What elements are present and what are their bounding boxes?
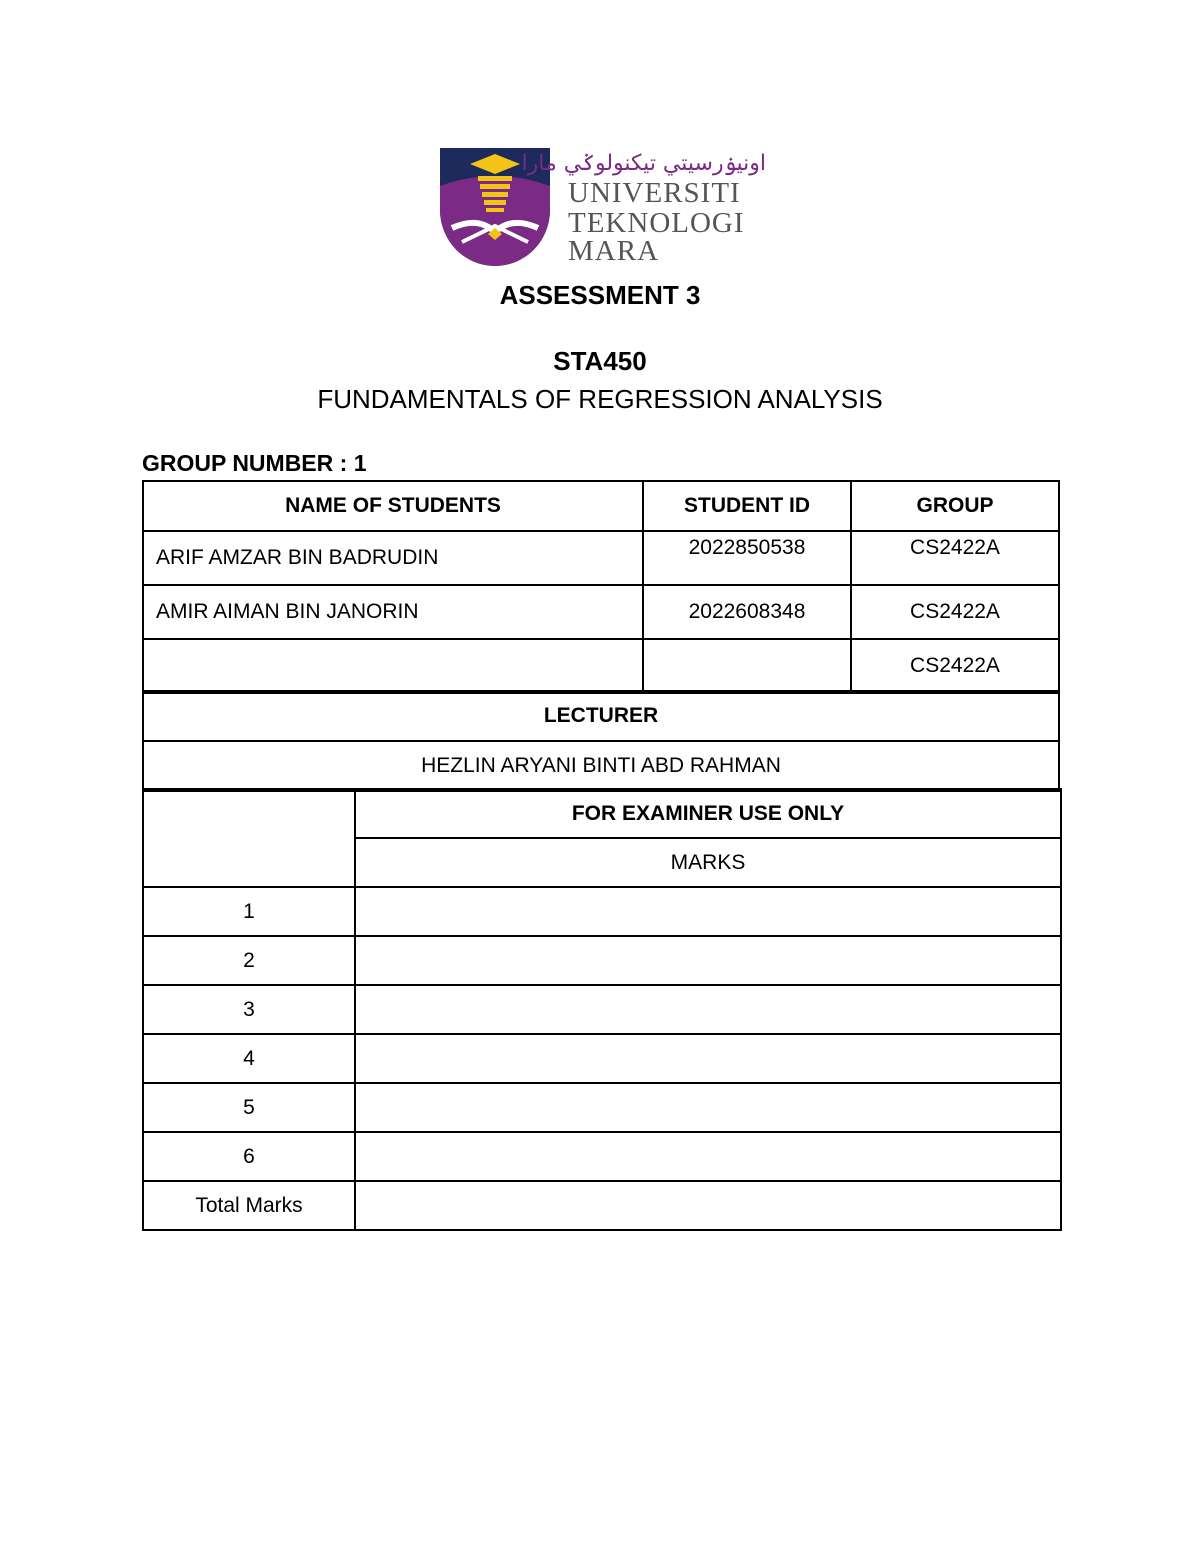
university-logo (438, 146, 768, 268)
question-number: 3 (143, 985, 355, 1034)
student-group: CS2422A (851, 639, 1059, 693)
course-name: FUNDAMENTALS OF REGRESSION ANALYSIS (317, 384, 883, 414)
group-number-label: GROUP NUMBER : 1 (142, 450, 367, 476)
student-name: AMIR AIMAN BIN JANORIN (143, 585, 643, 639)
logo-name-line1: UNIVERSITI (568, 177, 741, 209)
student-id: 2022850538 (643, 531, 851, 585)
student-group: CS2422A (851, 531, 1059, 585)
students-table (142, 480, 1060, 694)
header-group: GROUP (851, 481, 1059, 531)
question-number: 5 (143, 1083, 355, 1132)
lecturer-header-row (143, 691, 1059, 741)
total-marks-row (143, 1181, 1061, 1230)
assessment-title: ASSESSMENT 3 (499, 280, 701, 310)
marks-cell (355, 1083, 1061, 1132)
marks-cell (355, 1034, 1061, 1083)
marks-cell (355, 936, 1061, 985)
header-student-id: STUDENT ID (643, 481, 851, 531)
question-number: 2 (143, 936, 355, 985)
logo-name-line2: TEKNOLOGI (568, 207, 745, 239)
examiner-header-row (143, 789, 1061, 838)
logo-name-line3: MARA (568, 235, 660, 267)
table-row (143, 985, 1061, 1034)
student-id: 2022608348 (643, 585, 851, 639)
marks-cell (355, 887, 1061, 936)
examiner-header: FOR EXAMINER USE ONLY (355, 789, 1061, 838)
table-row (143, 531, 1059, 585)
table-row (143, 887, 1061, 936)
question-number: 1 (143, 887, 355, 936)
table-row (143, 936, 1061, 985)
logo-jawi-text: اونيۏرسيتي تيكنولوݢي مارا (521, 151, 766, 176)
table-row (143, 639, 1059, 693)
marks-label: MARKS (355, 838, 1061, 887)
examiner-blank-cell (143, 789, 355, 887)
students-header-row (143, 481, 1059, 531)
examiner-table (142, 788, 1062, 1231)
lecturer-header: LECTURER (143, 691, 1059, 741)
total-marks-cell (355, 1181, 1061, 1230)
student-id (643, 639, 851, 693)
question-number: 6 (143, 1132, 355, 1181)
header-name-of-students: NAME OF STUDENTS (143, 481, 643, 531)
student-name: ARIF AMZAR BIN BADRUDIN (143, 531, 643, 585)
course-code: STA450 (553, 346, 647, 376)
table-row (143, 585, 1059, 639)
total-marks-label: Total Marks (143, 1181, 355, 1230)
student-group: CS2422A (851, 585, 1059, 639)
lecturer-name: HEZLIN ARYANI BINTI ABD RAHMAN (143, 741, 1059, 791)
table-row (143, 1083, 1061, 1132)
lecturer-table (142, 690, 1060, 792)
question-number: 4 (143, 1034, 355, 1083)
marks-cell (355, 985, 1061, 1034)
marks-cell (355, 1132, 1061, 1181)
table-row (143, 1132, 1061, 1181)
student-name (143, 639, 643, 693)
table-row (143, 1034, 1061, 1083)
lecturer-name-row (143, 741, 1059, 791)
